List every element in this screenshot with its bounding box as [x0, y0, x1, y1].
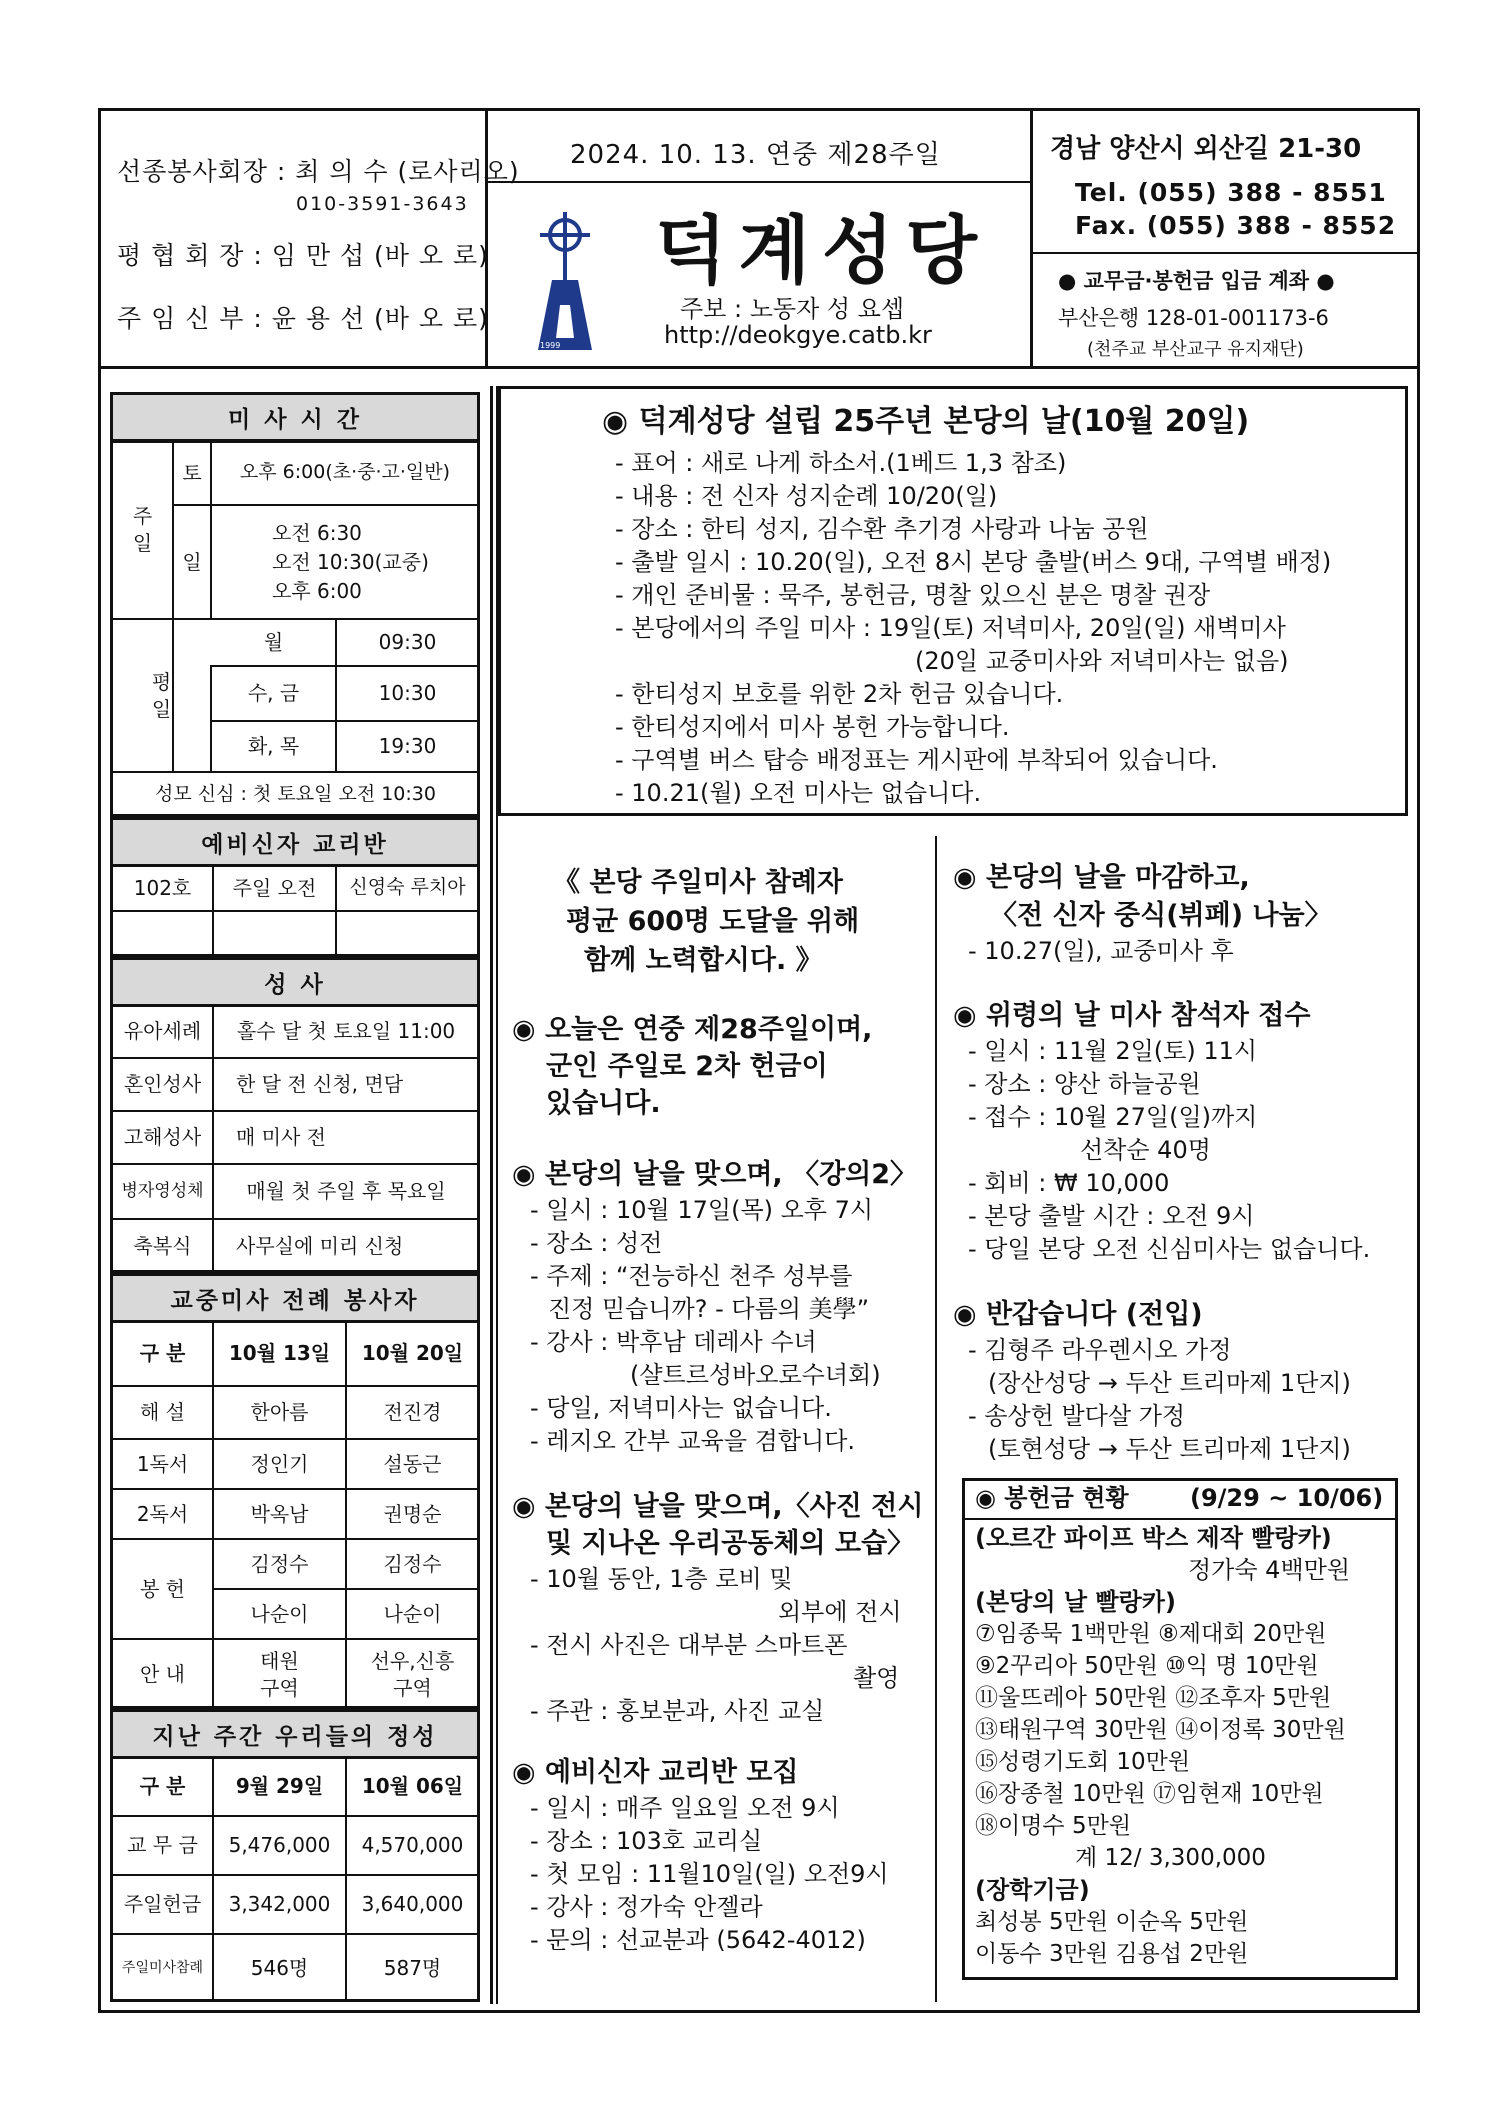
- memorial-line: - 회비 : ₩ 10,000: [968, 1169, 1170, 1197]
- lecture-title: ◉ 본당의 날을 맞으며, 〈강의2〉: [512, 1159, 918, 1190]
- buffet-title: 〈전 신자 중식(뷔페) 나눔〉: [990, 900, 1332, 931]
- sacrament-name: 유아세례: [123, 1019, 202, 1043]
- catechumen-title: 예비신자 교리반: [110, 817, 480, 867]
- lecture-line: - 강사 : 박후남 데레사 수녀: [530, 1328, 817, 1356]
- weekday-day: 월: [263, 630, 284, 654]
- committee-line: 선종봉사회장 : 최 의 수 (로사리오): [117, 157, 520, 186]
- sacrament-name: 혼인성사: [123, 1072, 202, 1096]
- offering-amount: 4,570,000: [361, 1833, 464, 1857]
- welcome-line: - 김형주 라우렌시오 가정: [968, 1336, 1232, 1364]
- server-name: 김정수: [383, 1551, 442, 1576]
- buffet-title: ◉ 본당의 날을 마감하고,: [953, 862, 1250, 893]
- fax: Fax. (055) 388 - 8552: [1075, 211, 1397, 240]
- weekday-time: 10:30: [378, 681, 437, 705]
- offering-name: 주일헌금: [123, 1892, 202, 1916]
- guide-zone: 선우,신흥 구역: [370, 1648, 455, 1700]
- offering-amount: 546명: [250, 1956, 309, 1980]
- sacrament-name: 축복식: [133, 1234, 192, 1258]
- donation-line: ⑨2꾸리아 50만원 ⑩익 명 10만원: [975, 1653, 1319, 1679]
- sacrament-name: 병자영성체: [121, 1181, 204, 1202]
- server-name: 권명순: [383, 1501, 442, 1526]
- weekday-time: 19:30: [378, 734, 437, 758]
- patron-saint: 주보 : 노동자 성 요셉: [680, 295, 905, 323]
- welcome-line: (토현성당 → 두산 트리마제 1단지): [988, 1435, 1351, 1463]
- anniversary-line: - 장소 : 한티 성지, 김수환 추기경 사랑과 나눔 공원: [615, 515, 1149, 543]
- memorial-line: - 일시 : 11월 2일(토) 11시: [968, 1037, 1258, 1065]
- weekday-day: 수, 금: [247, 681, 300, 705]
- recruit-line: - 장소 : 103호 교리실: [530, 1827, 763, 1855]
- server-name: 김정수: [250, 1551, 309, 1576]
- offering-name: 교 무 금: [127, 1833, 198, 1857]
- recruit-line: - 강사 : 정가숙 안젤라: [530, 1893, 763, 1921]
- donation-title: ◉ 봉헌금 현황: [975, 1484, 1129, 1512]
- sacrament-desc: 한 달 전 신청, 면담: [236, 1072, 404, 1096]
- council-line: 평 협 회 장 : 임 만 섭 (바 오 로): [117, 241, 489, 270]
- donation-divider: [965, 1518, 1395, 1520]
- photo-title: 및 지나온 우리공동체의 모습〉: [546, 1528, 915, 1559]
- welcome-line: - 송상헌 발다살 가정: [968, 1402, 1186, 1430]
- server-role: 1독서: [136, 1451, 189, 1476]
- weekday-day: 화, 목: [247, 734, 300, 758]
- today-line: 군인 주일로 2차 헌금이: [546, 1051, 828, 1082]
- weekday-label: 평 일: [151, 669, 172, 721]
- donation-line: ⑦임종묵 1백만원 ⑧제대회 20만원: [975, 1621, 1327, 1647]
- offering-amount: 587명: [383, 1956, 442, 1980]
- offering-name: 주일미사참례: [121, 1960, 204, 1977]
- anniversary-line: - 한티성지 보호를 위한 2차 헌금 있습니다.: [615, 680, 1064, 708]
- recruit-line: - 문의 : 선교분과 (5642-4012): [530, 1926, 866, 1954]
- server-name: 박옥남: [250, 1501, 309, 1526]
- server-name: 설동근: [383, 1451, 442, 1476]
- mass-times-title: 미 사 시 간: [110, 392, 480, 442]
- server-name: 나순이: [250, 1601, 309, 1626]
- donation-line: ⑪울뜨레아 50만원 ⑫조후자 5만원: [975, 1685, 1332, 1711]
- welcome-line: (장산성당 → 두산 트리마제 1단지): [988, 1369, 1351, 1397]
- recruit-line: - 첫 모임 : 11월10일(일) 오전9시: [530, 1860, 889, 1888]
- telephone: Tel. (055) 388 - 8551: [1075, 178, 1387, 207]
- sun-label: 일: [182, 549, 202, 574]
- donation-line: (장학기금): [975, 1876, 1090, 1904]
- anniversary-line: - 출발 일시 : 10.20(일), 오전 8시 본당 출발(버스 9대, 구역별 배정): [615, 548, 1332, 576]
- goal-line: 《 본당 주일미사 참례자: [553, 867, 843, 898]
- offering-col-date1: 9월 29일: [235, 1774, 324, 1798]
- memorial-line: - 당일 본당 오전 신심미사는 없습니다.: [968, 1235, 1371, 1263]
- server-name: 한아름: [250, 1400, 309, 1424]
- donation-total: 계 12/ 3,300,000: [1075, 1845, 1266, 1871]
- donation-line: (본당의 날 빨랑카): [975, 1588, 1176, 1616]
- lecture-line: - 당일, 저녁미사는 없습니다.: [530, 1394, 832, 1422]
- website-link[interactable]: http://deokgye.catb.kr: [664, 321, 932, 349]
- church-logo-icon: [534, 210, 596, 358]
- photo-line: 외부에 전시: [778, 1598, 902, 1626]
- anniversary-line: (20일 교중미사와 저녁미사는 없음): [915, 647, 1289, 675]
- photo-title: ◉ 본당의 날을 맞으며,〈사진 전시: [512, 1491, 924, 1522]
- church-name: 덕계성당: [655, 208, 989, 294]
- saturday-mass-time: 오후 6:00(초·중·고·일반): [239, 461, 451, 484]
- goal-line: 평균 600명 도달을 위해: [566, 906, 860, 937]
- lecture-line: (샬트르성바오로수녀회): [630, 1361, 881, 1389]
- offering-col-date2: 10월 06일: [361, 1774, 464, 1798]
- memorial-line: - 접수 : 10월 27일(일)까지: [968, 1103, 1258, 1131]
- offering-role: 봉 헌: [140, 1576, 185, 1601]
- recruit-title: ◉ 예비신자 교리반 모집: [512, 1757, 799, 1788]
- anniversary-line: - 본당에서의 주일 미사 : 19일(토) 저녁미사, 20일(일) 새벽미사: [615, 614, 1286, 642]
- donation-line: 이동수 3만원 김용섭 2만원: [975, 1941, 1249, 1967]
- today-line: 있습니다.: [546, 1088, 661, 1119]
- anniversary-line: - 구역별 버스 탑승 배정표는 게시판에 부착되어 있습니다.: [615, 746, 1218, 774]
- offerings-title: 지난 주간 우리들의 정성: [110, 1709, 480, 1759]
- contact-divider: [1030, 252, 1420, 254]
- anniversary-line: - 한티성지에서 미사 봉헌 가능합니다.: [615, 713, 1010, 741]
- offering-amount: 3,640,000: [361, 1892, 464, 1916]
- column-divider: [490, 386, 493, 2004]
- account-owner: (천주교 부산교구 유지재단): [1087, 339, 1304, 360]
- offering-amount: 3,342,000: [228, 1892, 331, 1916]
- catechumen-time: 주일 오전: [232, 875, 317, 900]
- donation-line: ⑮성령기도회 10만원: [975, 1749, 1191, 1775]
- lecture-line: - 주제 : “전능하신 천주 성부를: [530, 1262, 853, 1290]
- servers-col-date2: 10월 20일: [361, 1341, 464, 1365]
- anniversary-title: ◉ 덕계성당 설립 25주년 본당의 날(10월 20일): [602, 404, 1250, 439]
- weekday-time: 09:30: [378, 630, 437, 654]
- saturday-label: 토: [182, 460, 202, 485]
- donation-line: 정가숙 4백만원: [1188, 1556, 1351, 1584]
- server-name: 나순이: [383, 1601, 442, 1626]
- catechumen-room: 102호: [133, 875, 192, 900]
- server-name: 정인기: [250, 1451, 309, 1476]
- pastor-line: 주 임 신 부 : 윤 용 선 (바 오 로): [117, 304, 489, 333]
- offering-amount: 5,476,000: [228, 1833, 331, 1857]
- photo-line: - 주관 : 홍보분과, 사진 교실: [530, 1697, 825, 1725]
- header-divider: [98, 366, 1420, 369]
- date-divider: [485, 181, 1032, 183]
- sunday-label: 주 일: [132, 504, 153, 555]
- offering-col-name: 구 분: [139, 1774, 186, 1798]
- donation-line: ⑱이명수 5만원: [975, 1813, 1132, 1839]
- issue-date: 2024. 10. 13. 연중 제28주일: [570, 140, 941, 170]
- account-title: ● 교무금·봉헌금 입금 계좌 ●: [1058, 269, 1335, 293]
- photo-line: - 전시 사진은 대부분 스마트폰: [530, 1631, 848, 1659]
- donation-line: 최성봉 5만원 이순옥 5만원: [975, 1909, 1249, 1935]
- anniversary-line: - 10.21(월) 오전 미사는 없습니다.: [615, 779, 982, 807]
- lecture-line: - 일시 : 10월 17일(목) 오후 7시: [530, 1196, 874, 1224]
- photo-line: 촬영: [853, 1664, 900, 1692]
- servers-col-role: 구 분: [139, 1341, 186, 1365]
- server-name: 전진경: [383, 1400, 442, 1424]
- recruit-line: - 일시 : 매주 일요일 오전 9시: [530, 1794, 840, 1822]
- sacrament-desc: 매 미사 전: [236, 1125, 326, 1149]
- servers-col-date1: 10월 13일: [228, 1341, 331, 1365]
- memorial-line: - 장소 : 양산 하늘공원: [968, 1070, 1201, 1098]
- anniversary-line: - 표어 : 새로 나게 하소서.(1베드 1,3 참조): [615, 449, 1067, 477]
- server-role: 2독서: [136, 1501, 189, 1526]
- catechumen-teacher: 신영숙 루치아: [349, 876, 466, 899]
- donation-line: (오르간 파이프 박스 제작 빨랑카): [975, 1524, 1332, 1552]
- lecture-line: - 장소 : 성전: [530, 1229, 663, 1257]
- lecture-line: 진정 믿습니까? - 다름의 美學”: [548, 1295, 870, 1323]
- memorial-title: ◉ 위령의 날 미사 참석자 접수: [953, 1000, 1311, 1031]
- header-divider-right: [1030, 108, 1033, 368]
- marian-devotion: 성모 신심 : 첫 토요일 오전 10:30: [155, 783, 436, 806]
- server-role: 해 설: [140, 1400, 185, 1424]
- sunday-mass-times: 오전 6:30 오전 10:30(교중) 오후 6:00: [272, 520, 429, 603]
- welcome-title: ◉ 반갑습니다 (전입): [953, 1299, 1203, 1330]
- anniversary-line: - 내용 : 전 신자 성지순례 10/20(일): [615, 482, 998, 510]
- guide-zone: 태원 구역: [260, 1648, 299, 1700]
- buffet-line: - 10.27(일), 교중미사 후: [968, 937, 1234, 965]
- logo-year: 1999: [540, 341, 561, 350]
- sacrament-desc: 홀수 달 첫 토요일 11:00: [236, 1019, 456, 1043]
- servers-title: 교중미사 전례 봉사자: [110, 1273, 480, 1323]
- church-address: 경남 양산시 외산길 21-30: [1050, 134, 1362, 164]
- sacrament-desc: 매월 첫 주일 후 목요일: [246, 1179, 446, 1203]
- guide-role: 안 내: [140, 1662, 185, 1686]
- sacrament-desc: 사무실에 미리 신청: [236, 1234, 404, 1258]
- donation-period: (9/29 ~ 10/06): [1190, 1484, 1384, 1512]
- committee-phone: 010-3591-3643: [296, 193, 469, 215]
- donation-line: ⑯장종철 10만원 ⑰임현재 10만원: [975, 1781, 1324, 1807]
- anniversary-line: - 개인 준비물 : 묵주, 봉헌금, 명찰 있으신 분은 명찰 권장: [615, 581, 1211, 609]
- sacrament-name: 고해성사: [123, 1125, 202, 1149]
- sacraments-title: 성 사: [110, 957, 480, 1007]
- content-divider: [935, 836, 937, 2002]
- bank-account: 부산은행 128-01-001173-6: [1058, 306, 1329, 330]
- today-line: ◉ 오늘은 연중 제28주일이며,: [512, 1014, 873, 1045]
- goal-line: 함께 노력합시다. 》: [584, 945, 823, 976]
- photo-line: - 10월 동안, 1층 로비 및: [530, 1565, 793, 1593]
- memorial-line: 선착순 40명: [1080, 1136, 1211, 1164]
- donation-line: ⑬태원구역 30만원 ⑭이정록 30만원: [975, 1717, 1346, 1743]
- memorial-line: - 본당 출발 시간 : 오전 9시: [968, 1202, 1255, 1230]
- lecture-line: - 레지오 간부 교육을 겸합니다.: [530, 1427, 856, 1455]
